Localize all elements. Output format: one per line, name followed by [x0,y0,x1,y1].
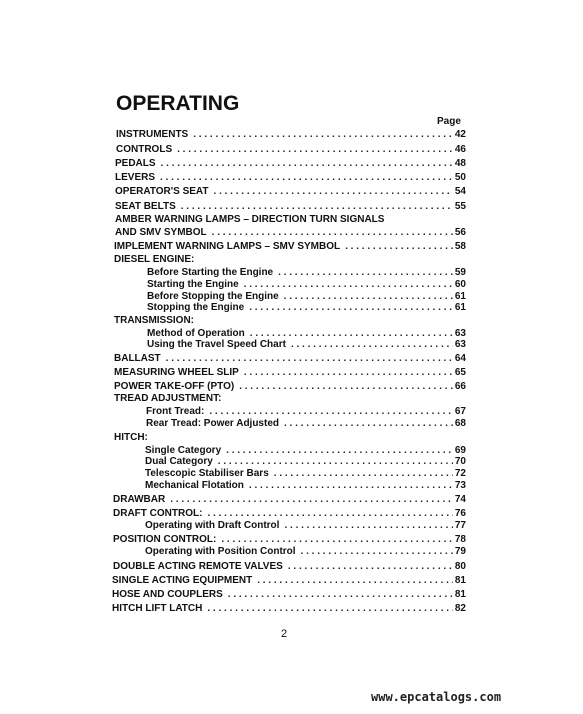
toc-entry-label: CONTROLS [116,144,173,155]
toc-subentry[interactable] [147,302,466,314]
toc-entry-page: 78 [454,534,466,545]
toc-heading: HITCH: [114,432,148,443]
toc-entry-page: 77 [454,520,466,531]
toc-entry-label: Operating with Position Control [145,546,296,557]
dot-leader [228,589,453,601]
toc-entry-page: 68 [454,418,466,429]
toc-entry-label: Dual Category [145,456,213,467]
toc-entry-page: 69 [454,445,466,456]
toc-entry-page: 58 [454,241,466,252]
toc-entry-label: POWER TAKE-OFF (PTO) [114,381,235,392]
toc-entry-label: Single Category [145,445,222,456]
page-column-label: Page [437,116,461,127]
page-number: 2 [281,628,288,640]
toc-entry-label: Starting the Engine [147,279,239,290]
toc-entry-label: AND SMV SYMBOL [115,227,207,238]
toc-entry-label: OPERATOR'S SEAT [115,186,209,197]
toc-entry-label: DOUBLE ACTING REMOTE VALVES [113,561,283,572]
toc-subentry[interactable] [145,480,466,492]
toc-entry-label: Using the Travel Speed Chart [147,339,286,350]
toc-entry-label: LEVERS [115,172,156,183]
toc-entry[interactable] [114,381,466,393]
toc-entry-page: 67 [454,406,466,417]
toc-heading: DIESEL ENGINE: [114,254,195,265]
page-title: OPERATING [116,92,240,115]
toc-heading: TRANSMISSION: [114,315,194,326]
toc-entry[interactable] [112,575,466,587]
dot-leader [181,201,453,213]
dot-leader [214,186,453,198]
toc-entry-label: HOSE AND COUPLERS [112,589,223,600]
toc-entry-page: 79 [454,546,466,557]
toc-entry[interactable] [114,367,466,379]
toc-entry-page: 50 [454,172,466,183]
toc-entry-page: 48 [454,158,466,169]
dot-leader [212,227,453,239]
toc-heading: AMBER WARNING LAMPS – DIRECTION TURN SIGNALS [115,214,385,225]
dot-leader [284,520,452,532]
toc-entry-label: HITCH LIFT LATCH [112,603,203,614]
toc-entry-page: 61 [454,291,466,302]
toc-subentry[interactable] [147,339,466,351]
toc-entry-label: DRAWBAR [113,494,166,505]
toc-subentry[interactable] [145,546,466,558]
dot-leader [207,603,453,615]
dot-leader [249,480,453,492]
dot-leader [209,406,453,418]
toc-entry-label: Operating with Draft Control [145,520,280,531]
toc-entry-page: 72 [454,468,466,479]
toc-entry[interactable] [115,186,466,198]
dot-leader [345,241,453,253]
toc-entry-label: Before Stopping the Engine [147,291,279,302]
dot-leader [161,158,453,170]
toc-entry[interactable] [116,144,466,156]
toc-entry-label: SINGLE ACTING EQUIPMENT [112,575,253,586]
toc-entry-label: BALLAST [114,353,161,364]
toc-subentry[interactable] [146,406,466,418]
toc-entry-label: POSITION CONTROL: [113,534,217,545]
toc-entry[interactable] [114,353,466,365]
toc-entry-page: 42 [454,129,466,140]
toc-entry-label: Front Tread: [146,406,205,417]
dot-leader [177,144,453,156]
dot-leader [284,418,453,430]
toc-entry-page: 63 [454,339,466,350]
toc-entry[interactable] [116,129,466,141]
toc-subentry[interactable] [147,279,466,291]
toc-entry-label: Before Starting the Engine [147,267,274,278]
toc-entry-page: 70 [454,456,466,467]
toc-entry[interactable] [115,158,466,170]
toc-entry-page: 60 [454,279,466,290]
toc-entry-page: 74 [454,494,466,505]
toc-entry[interactable] [112,603,466,615]
dot-leader [218,456,453,468]
toc-entry-page: 81 [454,589,466,600]
toc-entry-page: 65 [454,367,466,378]
toc-entry-page: 73 [454,480,466,491]
toc-entry[interactable] [113,561,466,573]
toc-entry-label: Rear Tread: Power Adjusted [146,418,279,429]
toc-subentry[interactable] [145,468,466,480]
toc-entry[interactable] [113,494,466,506]
toc-subentry[interactable] [145,520,466,532]
toc-entry-label: SEAT BELTS [115,201,176,212]
dot-leader [170,494,453,506]
toc-subentry[interactable] [145,456,466,468]
toc-entry-page: 56 [454,227,466,238]
dot-leader [166,353,453,365]
toc-entry-label: INSTRUMENTS [116,129,189,140]
dot-leader [288,561,453,573]
dot-leader [257,575,453,587]
toc-heading: TREAD ADJUSTMENT: [114,393,222,404]
toc-entry-label: MEASURING WHEEL SLIP [114,367,239,378]
toc-entry-label: DRAFT CONTROL: [113,508,203,519]
toc-entry[interactable] [113,534,466,546]
toc-subentry[interactable] [146,418,466,430]
toc-entry-page: 59 [454,267,466,278]
toc-entry-label: Telescopic Stabiliser Bars [145,468,269,479]
toc-entry-page: 63 [454,328,466,339]
dot-leader [274,468,453,480]
toc-entry[interactable] [115,227,466,239]
dot-leader [244,279,453,291]
toc-entry-page: 46 [454,144,466,155]
toc-entry-label: PEDALS [115,158,156,169]
dot-leader [301,546,453,558]
dot-leader [221,534,453,546]
toc-entry[interactable] [115,201,466,213]
toc-entry-page: 82 [454,603,466,614]
dot-leader [239,381,453,393]
dot-leader [249,302,453,314]
toc-entry-page: 64 [454,353,466,364]
toc-entry-label: Mechanical Flotation [145,480,244,491]
watermark: www.epcatalogs.com [371,690,502,704]
toc-entry-page: 61 [454,302,466,313]
dot-leader [207,508,452,520]
toc-subentry[interactable] [147,267,466,279]
dot-leader [160,172,453,184]
toc-entry[interactable] [115,172,466,184]
toc-entry-label: Method of Operation [147,328,245,339]
toc-entry-page: 81 [454,575,466,586]
dot-leader [291,339,453,351]
toc-entry[interactable] [114,241,466,253]
toc-entry-page: 55 [454,201,466,212]
toc-entry-page: 76 [454,508,466,519]
dot-leader [244,367,453,379]
dot-leader [278,267,453,279]
toc-entry-label: Stopping the Engine [147,302,245,313]
toc-entry-page: 80 [454,561,466,572]
toc-entry[interactable] [112,589,466,601]
toc-entry-page: 66 [454,381,466,392]
toc-entry-page: 54 [454,186,466,197]
toc-entry-label: IMPLEMENT WARNING LAMPS – SMV SYMBOL [114,241,341,252]
toc-entry[interactable] [113,508,466,520]
dot-leader [193,129,453,141]
